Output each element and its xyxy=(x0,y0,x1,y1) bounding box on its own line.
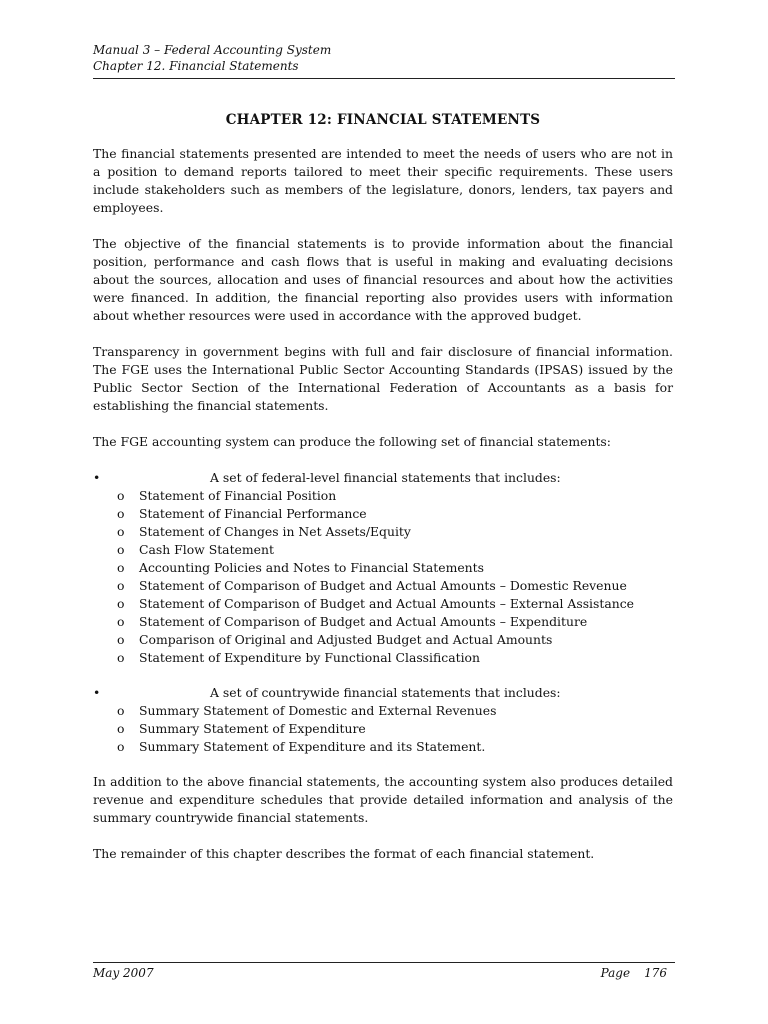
sub-bullet-icon: o xyxy=(117,524,125,539)
list-item: o Accounting Policies and Notes to Financial Statements xyxy=(93,559,673,577)
sub-bullet-icon: o xyxy=(117,560,125,575)
sub-bullet-icon: o xyxy=(117,632,125,647)
countrywide-statements-list xyxy=(93,702,673,756)
paragraph-intro: The financial statements presented are intended to meet the needs of users who are not in a position to demand reports tailored to meet their specific requirements. These users include stakeholders such as members of the legislature, donors, lenders, tax payers and employees. xyxy=(93,146,673,215)
document-body xyxy=(93,111,673,881)
bullet-federal-level-label: A set of federal-level financial statements that includes: xyxy=(210,470,561,485)
paragraph-system-output: The FGE accounting system can produce the following set of financial statements: xyxy=(93,434,611,449)
sub-bullet-icon: o xyxy=(117,614,125,629)
list-item: o Comparison of Original and Adjusted Budget and Actual Amounts xyxy=(93,631,673,649)
list-item: o Statement of Financial Position xyxy=(93,487,673,505)
sub-bullet-icon: o xyxy=(117,578,125,593)
list-item: o Statement of Comparison of Budget and Actual Amounts – Domestic Revenue xyxy=(93,577,673,595)
list-item: o Statement of Expenditure by Functional Classification xyxy=(93,649,673,667)
sub-bullet-icon: o xyxy=(117,703,125,718)
list-item: o Summary Statement of Expenditure xyxy=(93,720,673,738)
footer-page xyxy=(601,965,667,981)
sub-bullet-icon: o xyxy=(117,721,125,736)
list-item: o Summary Statement of Domestic and External Revenues xyxy=(93,702,673,720)
federal-statements-list xyxy=(93,487,673,667)
footer-page-number: 176 xyxy=(644,966,667,980)
header-divider xyxy=(93,78,675,79)
sub-bullet-icon: o xyxy=(117,739,125,754)
list-item: o Cash Flow Statement xyxy=(93,541,673,559)
paragraph-transparency: Transparency in government begins with full and fair disclosure of financial information. The FGE uses the International Public Sector Accounting Standards (IPSAS) issued by the Public Sector Section of the International Federation of Accountants as a basis for establishing the financial statements. xyxy=(93,344,673,413)
header-chapter-title: Chapter 12. Financial Statements xyxy=(93,59,299,73)
sub-bullet-icon: o xyxy=(117,650,125,665)
chapter-title: CHAPTER 12: FINANCIAL STATEMENTS xyxy=(225,112,541,128)
list-item: o Summary Statement of Expenditure and its Statement. xyxy=(93,738,673,756)
sub-bullet-icon: o xyxy=(117,542,125,557)
list-item: o Statement of Comparison of Budget and Actual Amounts – Expenditure xyxy=(93,613,673,631)
paragraph-schedules: In addition to the above financial statements, the accounting system also produces detailed revenue and expenditure schedules that provide detailed information and analysis of the summary countrywide financial statements. xyxy=(93,774,673,825)
bullet-countrywide-label: A set of countrywide financial statements that includes: xyxy=(210,685,561,700)
bullet-icon: • xyxy=(93,470,101,485)
paragraph-remainder: The remainder of this chapter describes the format of each financial statement. xyxy=(93,846,595,861)
list-item: o Statement of Comparison of Budget and Actual Amounts – External Assistance xyxy=(93,595,673,613)
sub-bullet-icon: o xyxy=(117,596,125,611)
bullet-countrywide xyxy=(93,684,673,702)
sub-bullet-icon: o xyxy=(117,488,125,503)
bullet-federal-level xyxy=(93,469,673,487)
list-item: o Statement of Financial Performance xyxy=(93,505,673,523)
header-manual-title: Manual 3 – Federal Accounting System xyxy=(93,43,332,57)
footer-date: May 2007 xyxy=(93,966,154,980)
paragraph-objective: The objective of the financial statements is to provide information about the financial position, performance and cash flows that is useful in making and evaluating decisions about the sources, allocation and uses of financial resources and about how the activities were financed. In addition, the financial reporting also provides users with information about whether resources were used in accordance with the approved budget. xyxy=(93,236,673,323)
sub-bullet-icon: o xyxy=(117,506,125,521)
page-header xyxy=(93,42,675,74)
bullet-icon: • xyxy=(93,685,101,700)
footer-page-label: Page xyxy=(600,966,631,980)
list-item: o Statement of Changes in Net Assets/Equity xyxy=(93,523,673,541)
footer-divider xyxy=(93,962,675,963)
